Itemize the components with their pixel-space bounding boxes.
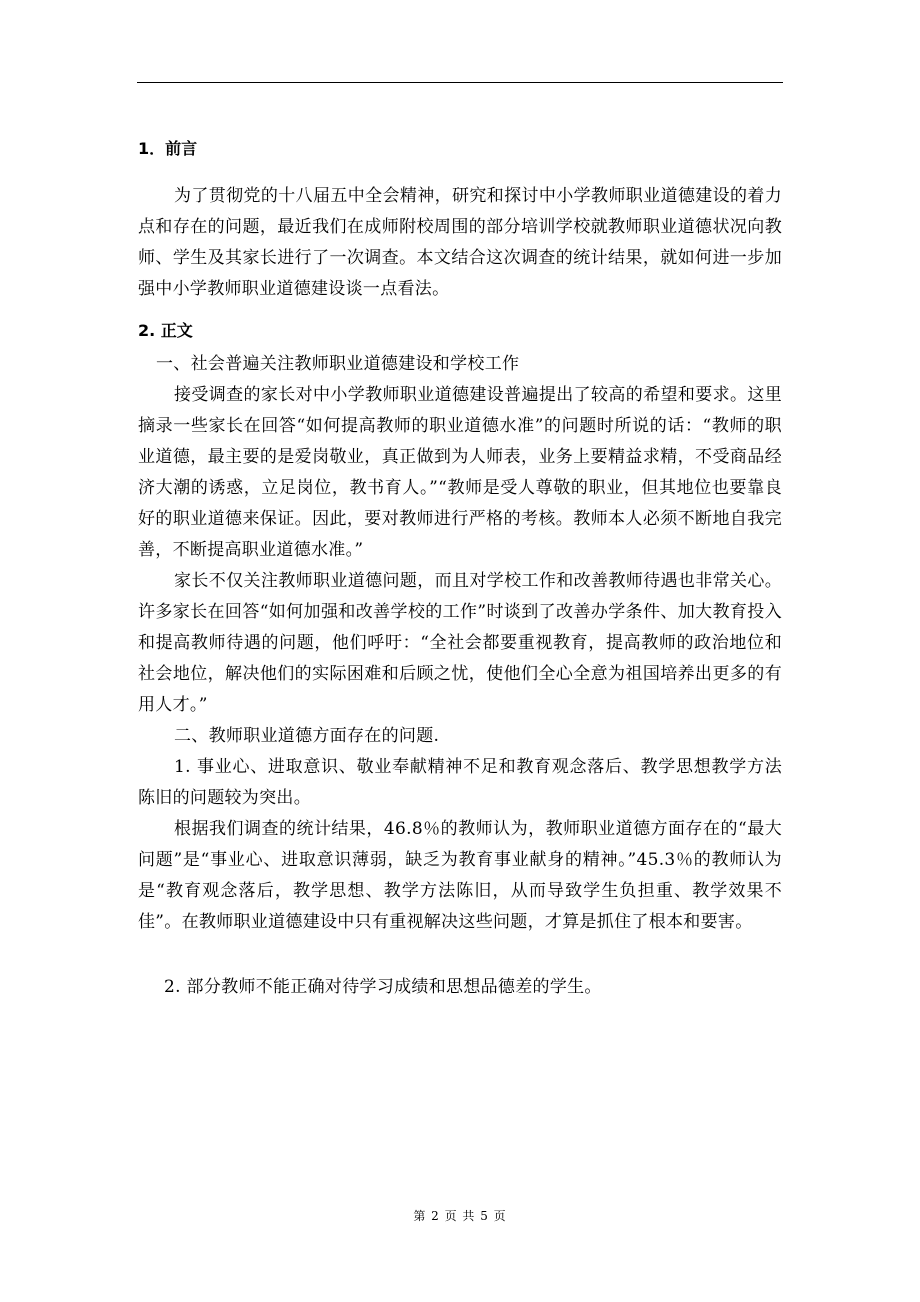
section-1-title: 一、社会普遍关注教师职业道德建设和学校工作 [156,354,520,374]
header-rule [137,82,783,83]
heading-body: 2. 正文 [138,321,193,340]
heading-intro: 1．前言 [138,139,198,158]
paragraph-3: 根据我们调查的统计结果，46.8％的教师认为，教师职业道德方面存在的“最大问题”是“事业心、进取意识薄弱，缺乏为教育事业献身的精神。”45.3％的教师认为是“教育观念落后，教学思想、教学方法陈旧，从而导致学生负担重、教学效果不佳”。在教师职业道德建设中只有重视解决这些问题，才算是抓住了根本和要害。 [138,819,782,932]
spacer [138,938,782,972]
item-2: 2. 部分教师不能正确对待学习成绩和思想品德差的学生。 [164,977,602,997]
paragraph-2: 家长不仅关注教师职业道德问题，而且对学校工作和改善教师待遇也非常关心。许多家长在回答“如何加强和改善学校的工作”时谈到了改善办学条件、加大教育投入和提高教师待遇的问题，他们呼吁：“全社会都要重视教育，提高教师的政治地位和社会地位，解决他们的实际困难和后顾之忧，使他们全心全意为祖国培养出更多的有用人才。” [138,571,782,715]
document-body [138,133,782,1003]
intro-paragraph: 为了贯彻党的十八届五中全会精神，研究和探讨中小学教师职业道德建设的着力点和存在的问题，最近我们在成师附校周围的部分培训学校就教师职业道德状况向教师、学生及其家长进行了一次调查。本文结合这次调查的统计结果，就如何进一步加强中小学教师职业道德建设谈一点看法。 [138,186,782,299]
paragraph-1: 接受调查的家长对中小学教师职业道德建设普遍提出了较高的希望和要求。这里摘录一些家长在回答“如何提高教师的职业道德水准”的问题时所说的话：“教师的职业道德，最主要的是爱岗敬业，真正做到为人师表，业务上要精益求精，不受商品经济大潮的诱惑，立足岗位，教书育人。”“教师是受人尊敬的职业，但其地位也要靠良好的职业道德来保证。因此，要对教师进行严格的考核。教师本人必须不断地自我完善，不断提高职业道德水准。” [138,385,782,560]
section-2-title: 二、教师职业道德方面存在的问题. [174,726,440,746]
page-footer: 第 2 页 共 5 页 [413,1209,507,1223]
item-1: 1. 事业心、进取意识、敬业奉献精神不足和教育观念落后、教学思想教学方法陈旧的问题较为突出。 [138,757,782,808]
